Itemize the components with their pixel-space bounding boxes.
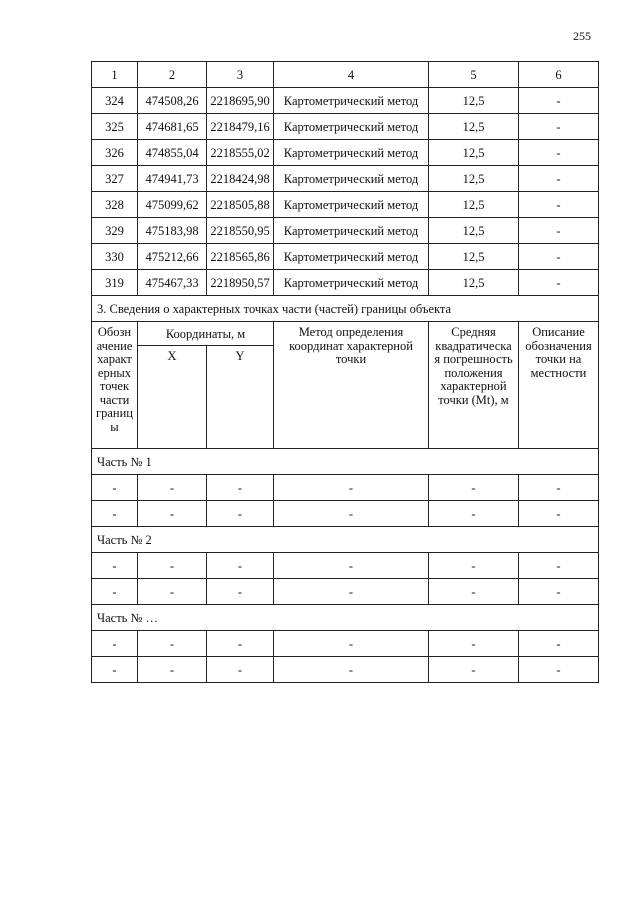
cell: - <box>207 475 274 501</box>
cell: - <box>519 475 599 501</box>
cell: - <box>92 657 138 683</box>
cell: - <box>207 553 274 579</box>
cell: - <box>92 501 138 527</box>
description: - <box>519 192 599 218</box>
cell: - <box>519 657 599 683</box>
cell: - <box>92 579 138 605</box>
cell: - <box>429 657 519 683</box>
description: - <box>519 244 599 270</box>
method: Картометрический метод <box>274 166 429 192</box>
part-label: Часть № … <box>92 605 599 631</box>
method: Картометрический метод <box>274 244 429 270</box>
point-id: 330 <box>92 244 138 270</box>
cell: - <box>138 631 207 657</box>
method: Картометрический метод <box>274 114 429 140</box>
part-row <box>92 527 599 553</box>
description: - <box>519 166 599 192</box>
header-y: Y <box>207 346 274 449</box>
cell: - <box>207 501 274 527</box>
coord-y: 2218555,02 <box>207 140 274 166</box>
cell: - <box>138 657 207 683</box>
point-id: 325 <box>92 114 138 140</box>
cell: - <box>274 501 429 527</box>
points-table <box>91 61 599 683</box>
method: Картометрический метод <box>274 140 429 166</box>
accuracy: 12,5 <box>429 244 519 270</box>
table-row <box>92 192 599 218</box>
accuracy: 12,5 <box>429 166 519 192</box>
page-number: 255 <box>573 29 591 43</box>
cell: - <box>274 475 429 501</box>
cell: - <box>207 579 274 605</box>
cell: - <box>138 475 207 501</box>
method: Картометрический метод <box>274 218 429 244</box>
cell: - <box>92 553 138 579</box>
table-row <box>92 631 599 657</box>
table-row <box>92 88 599 114</box>
accuracy: 12,5 <box>429 192 519 218</box>
header-row <box>92 322 599 346</box>
coord-y: 2218695,90 <box>207 88 274 114</box>
coord-x: 474508,26 <box>138 88 207 114</box>
header-designation: Обозн ачение характ ерных точек части границ ы <box>92 322 138 449</box>
table-row <box>92 270 599 296</box>
cell: - <box>207 657 274 683</box>
cell: - <box>274 553 429 579</box>
coord-y: 2218424,98 <box>207 166 274 192</box>
cell: - <box>138 553 207 579</box>
part-label: Часть № 2 <box>92 527 599 553</box>
column-number: 4 <box>274 62 429 88</box>
table-row <box>92 218 599 244</box>
part-row <box>92 605 599 631</box>
header-method: Метод определения координат характерной точки <box>274 322 429 449</box>
table-row <box>92 244 599 270</box>
point-id: 327 <box>92 166 138 192</box>
cell: - <box>274 657 429 683</box>
point-id: 328 <box>92 192 138 218</box>
coord-y: 2218479,16 <box>207 114 274 140</box>
accuracy: 12,5 <box>429 88 519 114</box>
cell: - <box>92 475 138 501</box>
column-number: 6 <box>519 62 599 88</box>
coord-x: 474855,04 <box>138 140 207 166</box>
cell: - <box>274 579 429 605</box>
cell: - <box>429 501 519 527</box>
table-row <box>92 166 599 192</box>
description: - <box>519 114 599 140</box>
column-number: 3 <box>207 62 274 88</box>
cell: - <box>429 631 519 657</box>
coord-x: 475467,33 <box>138 270 207 296</box>
section-title-row <box>92 296 599 322</box>
cell: - <box>429 475 519 501</box>
cell: - <box>207 631 274 657</box>
column-number-row <box>92 62 599 88</box>
point-id: 324 <box>92 88 138 114</box>
section-title: 3. Сведения о характерных точках части (частей) границы объекта <box>92 296 599 322</box>
header-description: Описание обозначения точки на местности <box>519 322 599 449</box>
point-id: 329 <box>92 218 138 244</box>
cell: - <box>429 579 519 605</box>
method: Картометрический метод <box>274 270 429 296</box>
column-number: 1 <box>92 62 138 88</box>
coord-y: 2218550,95 <box>207 218 274 244</box>
table-row <box>92 501 599 527</box>
cell: - <box>519 501 599 527</box>
cell: - <box>138 501 207 527</box>
header-x: X <box>138 346 207 449</box>
table-row <box>92 553 599 579</box>
cell: - <box>519 553 599 579</box>
table-row <box>92 140 599 166</box>
cell: - <box>274 631 429 657</box>
method: Картометрический метод <box>274 88 429 114</box>
coord-x: 475099,62 <box>138 192 207 218</box>
description: - <box>519 218 599 244</box>
accuracy: 12,5 <box>429 218 519 244</box>
coord-x: 474941,73 <box>138 166 207 192</box>
cell: - <box>92 631 138 657</box>
coord-x: 475212,66 <box>138 244 207 270</box>
accuracy: 12,5 <box>429 140 519 166</box>
accuracy: 12,5 <box>429 114 519 140</box>
table-row <box>92 475 599 501</box>
header-accuracy: Средняя квадратическа я погрешность положения характерной точки (Mt), м <box>429 322 519 449</box>
cell: - <box>138 579 207 605</box>
cell: - <box>429 553 519 579</box>
cell: - <box>519 579 599 605</box>
cell: - <box>519 631 599 657</box>
table-row <box>92 114 599 140</box>
coord-y: 2218505,88 <box>207 192 274 218</box>
column-number: 5 <box>429 62 519 88</box>
part-label: Часть № 1 <box>92 449 599 475</box>
column-number: 2 <box>138 62 207 88</box>
coord-x: 474681,65 <box>138 114 207 140</box>
accuracy: 12,5 <box>429 270 519 296</box>
method: Картометрический метод <box>274 192 429 218</box>
point-id: 319 <box>92 270 138 296</box>
description: - <box>519 140 599 166</box>
table-row <box>92 657 599 683</box>
header-coordinates: Координаты, м <box>138 322 274 346</box>
coord-y: 2218565,86 <box>207 244 274 270</box>
coord-y: 2218950,57 <box>207 270 274 296</box>
coord-x: 475183,98 <box>138 218 207 244</box>
table-row <box>92 579 599 605</box>
description: - <box>519 270 599 296</box>
part-row <box>92 449 599 475</box>
description: - <box>519 88 599 114</box>
point-id: 326 <box>92 140 138 166</box>
